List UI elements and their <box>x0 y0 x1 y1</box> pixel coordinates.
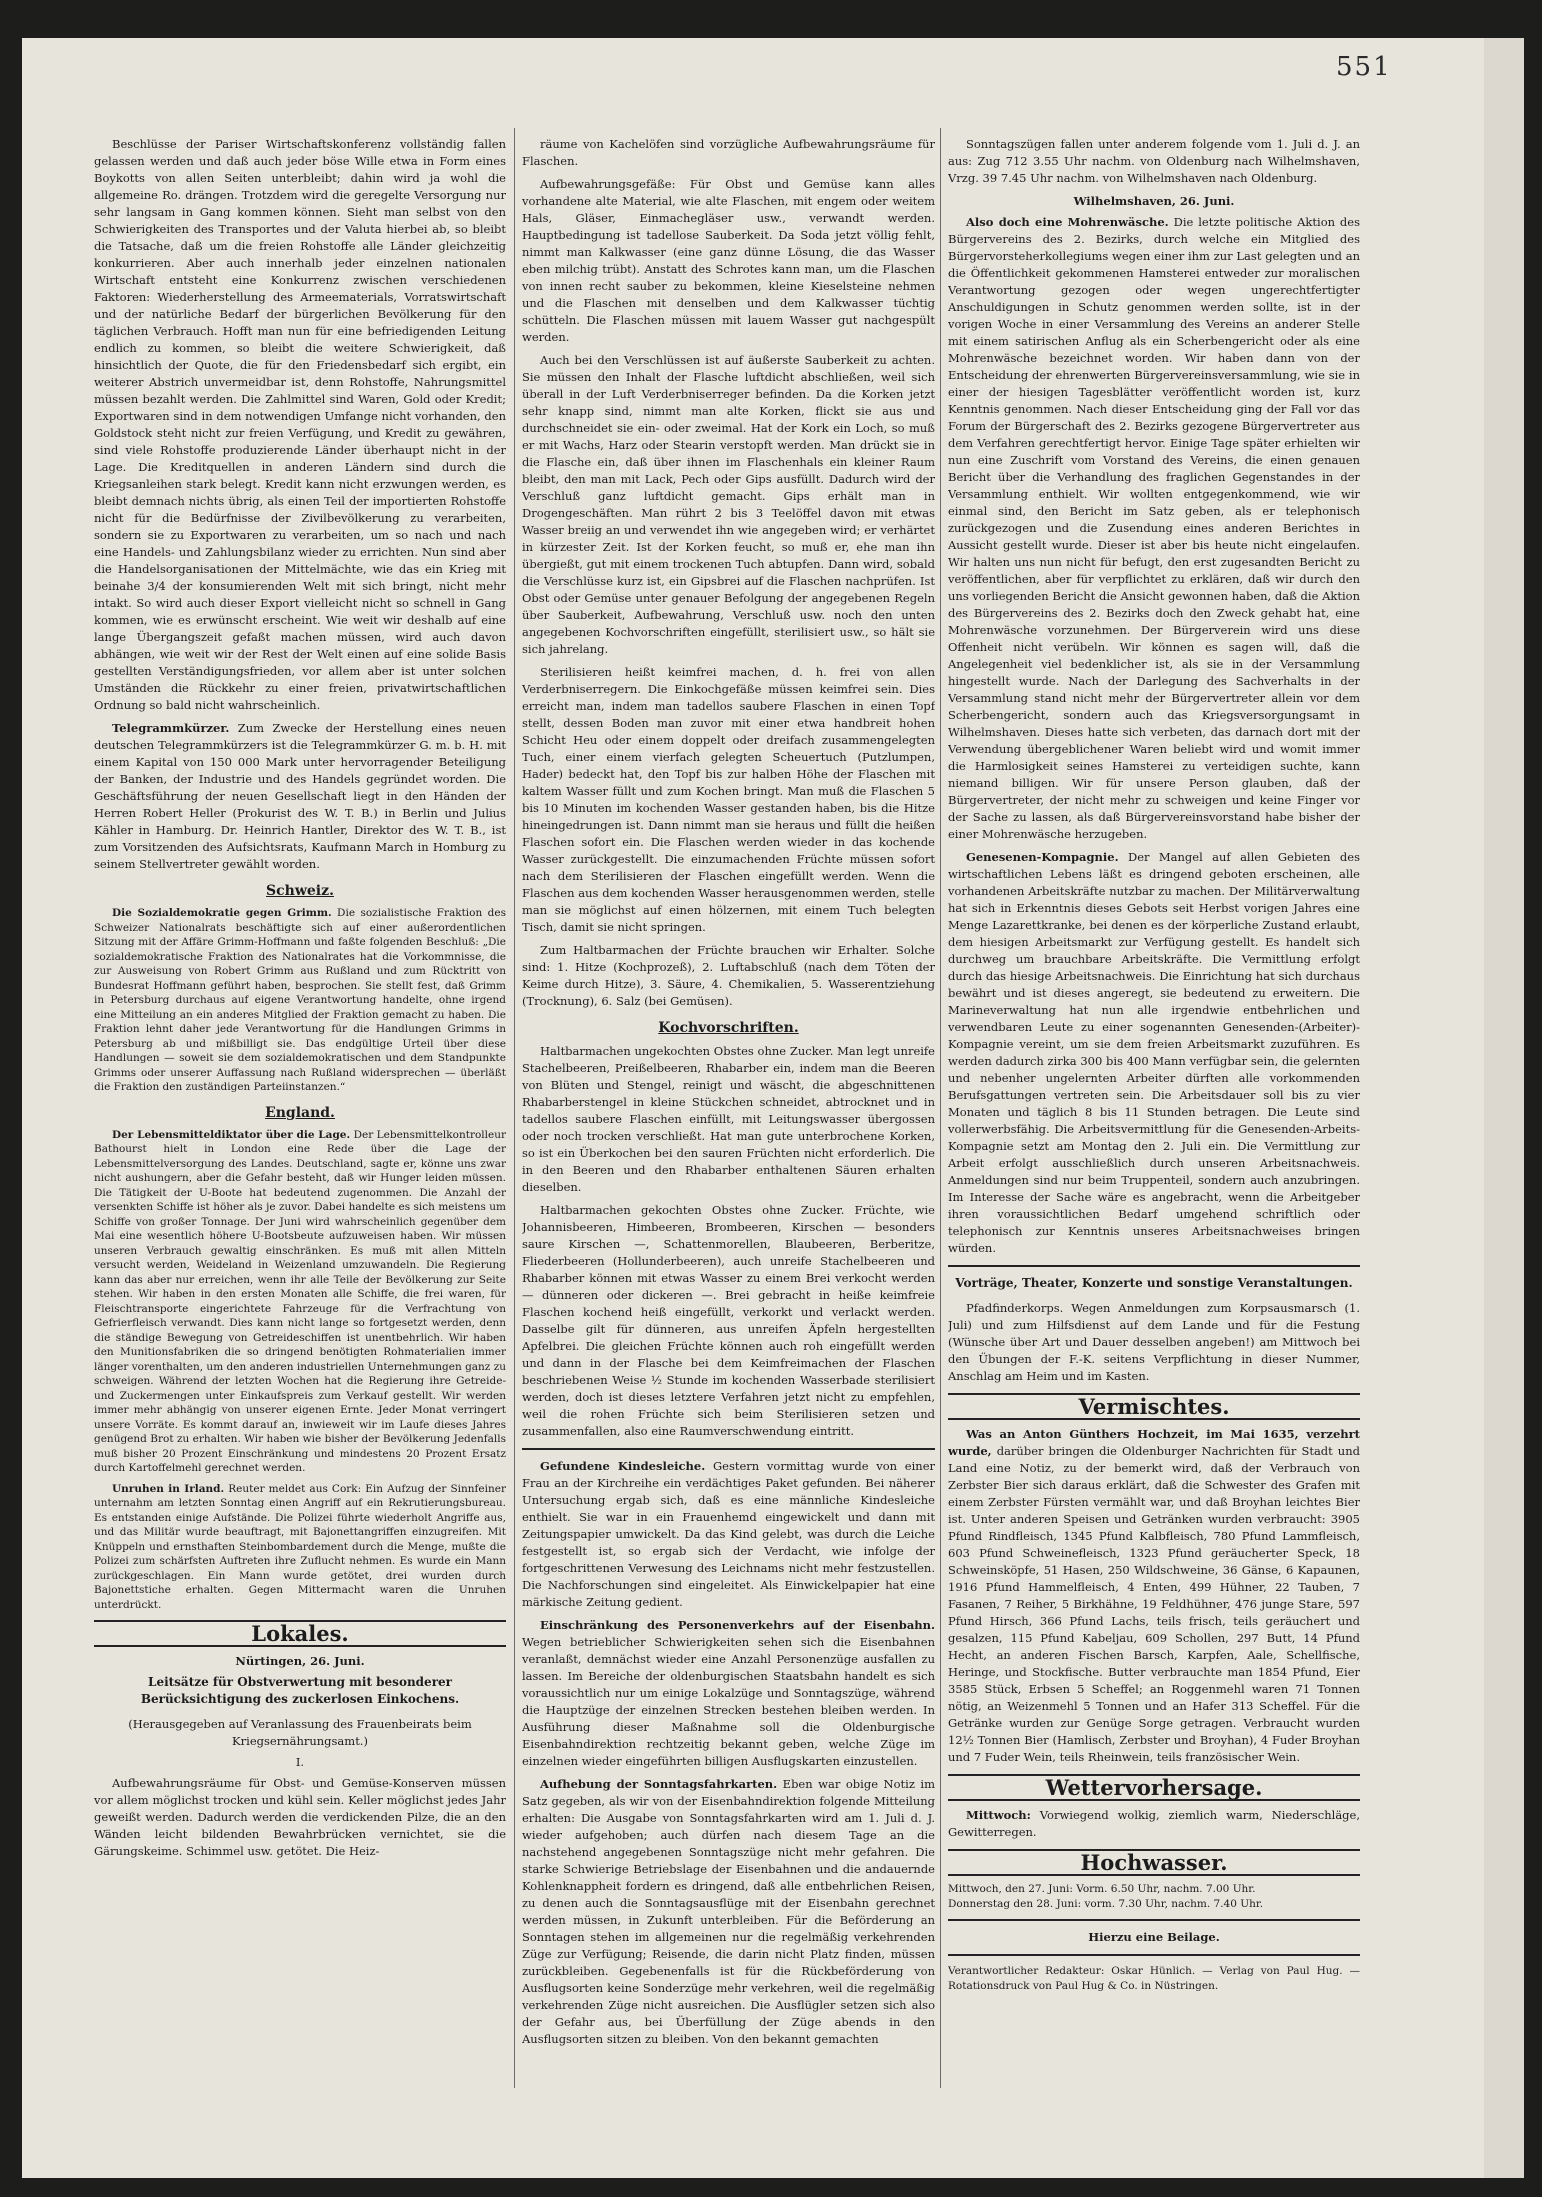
article-paragraph: Aufbewahrungsräume für Obst- und Gemüse-Konserven müssen vor allem möglichst trocken und kühl sein. Keller möglichst jedes Jahr geweißt werden. Dadurch werden die verdickenden Pilze, die an den Wänden leicht bildenden Bewahrbrücken vernichtet, sie die Gärungskeime. Schimmel usw. getötet. Die Heiz- <box>94 1776 506 1858</box>
article-paragraph: Sonntagszügen fallen unter anderem folgende vom 1. Juli d. J. an aus: Zug 712 3.55 Uhr nachm. von Oldenburg nach Wilhelmshaven, Vrzg. 39 7.45 Uhr nachm. von Wilhelmshaven nach Oldenburg. <box>948 137 1360 185</box>
divider <box>948 1265 1360 1267</box>
weather-forecast <box>948 1807 1360 1841</box>
article-paragraph <box>948 214 1360 843</box>
article-paragraph: Aufbewahrungsgefäße: Für Obst und Gemüse kann alles vorhandene alte Material, wie alte Flaschen, mit engem oder weitem Hals, Gläser, Einmachegläser usw., verwandt werden. Hauptbedingung ist tadellose Sauberkeit. Da Soda jetzt völlig fehlt, nimmt man Kalkwasser (eine ganz dünne Lösung, die das Wasser eben milchig trübt). Anstatt des Schrotes kann man, um die Flaschen von innen recht sauber zu bekommen, kleine Kieselsteine nehmen und die Flaschen mit denselben und dem Kalkwasser tüchtig schütteln. Die Flaschen müssen mit lauem Wasser gut nachgespült werden. <box>522 177 935 344</box>
article-text: Die letzte politische Aktion des Bürgervereins des 2. Bezirks, durch welche ein Mitglied des Bürgervorsteherkollegiums wegen einer ihm zur Last gelegten und an die Öffentlichkeit gekommenen Hamsterei entweder zur moralischen Verantwortung gezogen oder wegen ungerechtfertigter Anschuldigungen in Schutz genommen werden sollte, ist in der vorigen Woche in einer Versammlung des Vereins an anderer Stelle mit einem satirischen Anflug als ein Scherbengericht oder als eine Mohrenwäsche bezeichnet worden. Wir haben dann von der Entscheidung der ehrenwerten Bürgervereinsversammlung, wie sie in einer der hiesigen Tagesblätter veröffentlicht worden ist, kurz Kenntnis genommen. Nach dieser Entscheidung ging der Fall vor das Forum der Bürgerschaft des 2. Bezirks gezogene Bürgervertreter aus dem Verfahren gerechtfertigt hervor. Einige Tage später erhielten wir nun eine Zuschrift vom Vorstand des Vereins, die einen genauen Bericht über die Verhandlung des fraglichen Gegenstandes in der Versammlung enthielt. Wir wollten entgegenkommend, wie wir einmal sind, den Bericht im Satz geben, als er telephonisch zurückgezogen und die Zusendung eines anderen Berichtes in Aussicht gestellt wurde. Dieser ist aber bis heute nicht eingelaufen. Wir halten uns nun nicht für befugt, den erst zugesandten Bericht zu veröffentlichen, aber für verpflichtet zu erklären, daß wir durch den uns vorliegenden Bericht die Ansicht gewonnen haben, daß die Aktion des Bürgervereins des 2. Bezirks doch den Zweck gehabt hat, eine Mohrenwäsche vorzunehmen. Der Bürgerverein wird uns diese Offenheit nicht verübeln. Wir können es sagen will, daß die Angelegenheit viel bedenklicher ist, als sie in der Versammlung hingestellt wurde. Nach der Darlegung des Sachverhalts in der Versammlung stand nicht mehr der Bürgervertreter allein vor dem Scherbengericht, sondern auch das Kriegsversorgungsamt in Wilhelmshaven. Dieses hatte sich verbeten, das darnach dort mit der Verwendung übergeblichener Waren beliebt wird und womit immer die Harmlosigkeit seines Hamsterei zu verteidigen suchte, kann niemand billigen. Wir für unsere Person glauben, daß der Bürgervertreter, der nicht mehr zu schweigen und keine Finger vor der Sache zu lassen, als daß Bürgervereinsvorstand habe bisher der einer Mohrenwäsche herzugeben. <box>948 215 1360 841</box>
supplement-note: Hierzu eine Beilage. <box>1088 1930 1220 1944</box>
imprint: Verantwortlicher Redakteur: Oskar Hünlich. — Verlag von Paul Hug. — Rotationsdruck von Paul Hug & Co. in Nüstringen. <box>948 1965 1360 1992</box>
column-rule <box>940 128 941 2088</box>
article-text: Der Mangel auf allen Gebieten des wirtschaftlichen Lebens läßt es dringend geboten erscheinen, alle vorhandenen Arbeitskräfte nutzbar zu machen. Der Militärverwaltung hat sich in Erkenntnis dieses Gebots seit Herbst vorigen Jahres eine Menge Lazarettkranke, bei denen es der körperliche Zustand erlaubt, dem hiesigen Arbeitsmarkt zur Verfügung gestellt. Es handelt sich durchweg um brauchbare Arbeitskräfte. Die Vermittlung erfolgt durch das hiesige Arbeitsnachweis. Die Einrichtung hat sich durchaus bewährt und ist dieses angeregt, sie bedeutend zu erweitern. Die Marineverwaltung hat nun alle irgendwie entbehrlichen und verwendbaren Leute zu einer sogenannten Genesenden-(Arbeiter)-Kompagnie vereint, um sie dem freien Arbeitsmarkt zuzuführen. Es werden dadurch zirka 300 bis 400 Mann verfügbar sein, die gelernten und nebenher ungelernten Arbeiter dürften alle vorkommenden Berufsgattungen vertreten sein. Die Arbeitsdauer soll bis zu vier Monaten und täglich 8 bis 11 Stunden betragen. Die Leute sind vollerwerbsfähig. Die Arbeitsvermittlung für die Genesenden-Arbeits-Kompagnie setzt am Montag den 2. Juli ein. Die Vermittlung zur Arbeit erfolgt ausschließlich durch unseren Arbeitsnachweis. Anmeldungen sind nur beim Truppenteil, sondern auch anzubringen. Im Interesse der Sache wäre es angebracht, wenn die Arbeitgeber ihren voraussichtlichen Bedarf umgehend schriftlich oder telephonisch zur Kenntnis unseres Arbeitsnachweises bringen würden. <box>948 850 1360 1255</box>
article-paragraph <box>948 1426 1360 1766</box>
article-note: (Herausgegeben auf Veranlassung des Frauenbeirats beim Kriegsernährungsamt.) <box>128 1717 472 1748</box>
dateline: Wilhelmshaven, 26. Juni. <box>1073 194 1235 208</box>
dateline: Nürtingen, 26. Juni. <box>235 1654 365 1668</box>
article-kicker: Telegrammkürzer. <box>112 721 230 735</box>
article-paragraph <box>948 849 1360 1257</box>
section-heading-large: Wettervorhersage. <box>948 1774 1360 1801</box>
column-rule <box>514 128 515 2088</box>
article-text: Vorwiegend wolkig, ziemlich warm, Niederschläge, Gewitterregen. <box>948 1808 1360 1839</box>
article-part-number: I. <box>295 1755 305 1769</box>
article-paragraph <box>94 1482 506 1613</box>
article-text: Reuter meldet aus Cork: Ein Aufzug der Sinnfeiner unternahm am letzten Sonntag einen Angriff auf ein Rekrutierungsbureau. Es entstanden einige Aufstände. Die Polizei führte wiederholt Angriffe aus, und das Militär wurde beauftragt, mit Bajonettangriffen einzugreifen. Mit Knüppeln und ernsthaften Steinbombardement durch die Menge, mußte die Polizei zum schärfsten Auftreten ihre Zuflucht nehmen. Es wurde ein Mann zurückgeschlagen. Ein Mann wurde getötet, drei wurden durch Bajonettstiche erhalten. Gegen Mittermacht waren die Unruhen unterdrückt. <box>94 1482 506 1611</box>
section-heading: Vorträge, Theater, Konzerte und sonstige Veranstaltungen. <box>955 1276 1353 1290</box>
article-paragraph: räume von Kachelöfen sind vorzügliche Aufbewahrungsräume für Flaschen. <box>522 137 935 168</box>
column-right <box>948 136 1360 2146</box>
page-edge <box>1484 38 1524 2178</box>
article-paragraph <box>522 1458 935 1611</box>
article-paragraph: Beschlüsse der Pariser Wirtschaftskonferenz vollständig fallen gelassen werden und daß auch jeder böse Wille etwa in Form eines Boykotts von allen Seiten unterbleibt; dahin wird ja wohl die allgemeine Ro. drängen. Trotzdem wird die geregelte Versorgung nur sehr langsam in Gang kommen können. Sieht man selbst von den Schwierigkeiten des Transportes und der Valuta hierbei ab, so bleibt die Tatsache, daß um die freien Rohstoffe alle Länder gleichzeitig konkurrieren. Aber auch innerhalb jeder einzelnen nationalen Wirtschaft entsteht eine Konkurrenz zwischen verschiedenen Faktoren: Wiederherstellung des Armeematerials, Vorratswirtschaft und der natürliche Bedarf der bürgerlichen Bevölkerung für den täglichen Verbrauch. Hofft man nun für eine befriedigenden Leitung endlich zu kommen, so bleibt die weitere Schwierigkeit, daß hinsichtlich der Quote, die für den Friedensbedarf sich ergibt, ein weiterer Abstrich unvermeidbar ist, denn Rohstoffe, Nahrungsmittel müssen bezahlt werden. Die Zahlmittel sind Waren, Gold oder Kredit; Exportwaren sind in dem notwendigen Umfange nicht vorhanden, den Goldstock steht nicht zur freien Verfügung, und Kredit zu gewähren, sind viele Rohstoffe produzierende Länder überhaupt nicht in der Lage. Die Kreditquellen in anderen Ländern sind durch die Kriegsanleihen stark belegt. Kredit kann nicht erzwungen werden, es bleibt demnach nichts übrig, als einen Teil der importierten Rohstoffe nicht für die Bedürfnisse der Zivilbevölkerung zu verarbeiten, sondern sie zu Exportwaren zu verarbeiten, um so nach und nach eine Handels- und Zahlungsbilanz wieder zu errichten. Nun sind aber die Handelsorganisationen der Mittelmächte, wie das ein Krieg mit beinahe 3/4 der konsumierenden Welt mit sich bringt, nicht mehr intakt. So wird auch dieser Export vielleicht nicht so schnell in Gang kommen, wie es erwünscht erscheint. Wie weit wir deshalb auf eine lange Übergangszeit gefaßt machen müssen, wird auch davon abhängen, wie weit wir der Rest der Welt einen auf eine solide Basis gestellten Verständigungsfrieden, vor allem aber ist unter solchen Umständen die Rückkehr zu einer freien, privatwirtschaftlichen Ordnung so bald nicht wahrscheinlich. <box>94 137 506 712</box>
section-heading: Schweiz. <box>266 883 334 899</box>
column-left <box>94 136 506 2146</box>
column-middle <box>522 136 935 2146</box>
article-kicker: Also doch eine Mohrenwäsche. <box>966 215 1169 229</box>
article-paragraph: Sterilisieren heißt keimfrei machen, d. h. frei von allen Verderbniserregern. Die Einkochgefäße müssen keimfrei sein. Dies erreicht man, indem man tadellos saubere Flaschen in einen Topf stellt, dessen Boden man zuvor mit einer etwa handbreit hohen Schicht Heu oder einem doppelt oder dreifach zusammengelegten Tuch, einer einem vierfach gelegten Scheuertuch (Putzlumpen, Hader) bedeckt hat, den Topf bis zur halben Höhe der Flaschen mit kaltem Wasser füllt und zum Kochen bringt. Man muß die Flaschen 5 bis 10 Minuten im kochenden Wasser gestanden haben, bis die Hitze hineingedrungen ist. Dann nimmt man sie heraus und füllt die heißen Flaschen sofort ein. Die Flaschen werden wieder in das kochende Wasser zurückgestellt. Die einzumachenden Früchte müssen sofort nach dem Sterilisieren der Flaschen eingefüllt werden. Wenn die Flaschen aus dem kochenden Wasser herausgenommen werden, stelle man sie möglichst auf einen hölzernen, mit einem Tuch belegten Tisch, damit sie nicht springen. <box>522 665 935 934</box>
section-heading-large: Vermischtes. <box>948 1393 1360 1420</box>
article-text: Wegen betrieblicher Schwierigkeiten sehen sich die Eisenbahnen veranlaßt, demnächst wieder eine Anzahl Personenzüge ausfallen zu lassen. Im Bereiche der oldenburgischen Staatsbahn handelt es sich voraussichtlich nur um einige Lokalzüge und Sonntagszüge, während die Hauptzüge der einzelnen Strecken bestehen bleiben werden. In Ausführung dieser Maßnahme soll die Oldenburgische Eisenbahndirektion rechtzeitig bekannt geben, welche Züge im einzelnen wieder eingeführten billigen Ausflugskarten einzustellen. <box>522 1635 935 1768</box>
article-paragraph <box>522 1617 935 1770</box>
article-paragraph <box>94 906 506 1095</box>
article-text: Die sozialistische Fraktion des Schweizer Nationalrats beschäftigte sich auf einer außerordentlichen Sitzung mit der Affäre Grimm-Hoffmann und faßte folgenden Beschluß: „Die sozialdemokratische Fraktion des Nationalrates hat die Vorkommnisse, die zur Ausweisung von Robert Grimm aus Rußland und zum Rücktritt von Bundesrat Hoffmann geführt haben, besprochen. Sie stellt fest, daß Grimm in Petersburg durchaus auf eigene Verantwortung handelte, ohne irgend eine Mitteilung an ein anderes Mitglied der Fraktion gemacht zu haben. Die Fraktion lehnt daher jede Verantwortung für die Handlungen Grimms in Petersburg ab und mißbilligt sie. Das endgültige Urteil über diese Handlungen — soweit sie dem sozialdemokratischen und dem Standpunkte Grimms oder unserer Auffassung nach Rußland widersprechen — überläßt die Fraktion den zuständigen Parteiinstanzen.“ <box>94 907 506 1093</box>
tide-time: Donnerstag den 28. Juni: vorm. 7.30 Uhr, nachm. 7.40 Uhr. <box>948 1897 1264 1910</box>
article-kicker: Was an Anton Günthers Hochzeit, im Mai 1635, verzehrt wurde, <box>948 1427 1360 1458</box>
section-heading: England. <box>265 1104 335 1121</box>
article-paragraph <box>94 720 506 873</box>
article-kicker: Die Sozialdemokratie gegen Grimm. <box>112 907 332 919</box>
article-paragraph: Zum Haltbarmachen der Früchte brauchen wir Erhalter. Solche sind: 1. Hitze (Kochprozeß), 2. Luftabschluß (nach dem Töten der Keime durch Hitze), 3. Säure, 4. Chemikalien, 5. Wasserentziehung (Trocknung), 6. Salz (bei Gemüsen). <box>522 943 935 1008</box>
article-kicker: Unruhen in Irland. <box>112 1482 225 1495</box>
article-text: Eben war obige Notiz im Satz gegeben, als wir von der Eisenbahndirektion folgende Mitteilung erhalten: Die Ausgabe von Sonntagsfahrkarten wird am 1. Juli d. J. wieder aufgehoben; auch dürfen nach diesem Tage an die nachstehend angegebenen Sonntagszüge nicht mehr gefahren. Die starke Schwierige Betriebslage der Eisenbahnen und die andauernde Kohlenknappheit fordern es dringend, daß alle entbehrlichen Reisen, zu denen auch die Sonntagsausflüge mit der Eisenbahn gerechnet werden müssen, in Zukunft unterbleiben. Für die Beförderung an Sonntagen stehen im allgemeinen nur die regelmäßig verkehrenden Züge zur Verfügung; Reisende, die darin nicht Platz finden, müssen zurückbleiben. Gegebenenfalls ist für die Rückbeförderung von Ausflugsorten keine Sonderzüge mehr verkehren, weil die regelmäßig verkehrenden Züge nicht ausreichen. Die Ausflügler setzen sich also der Gefahr aus, bei Überfüllung der Züge abends in den Ausflugsorten sitzen zu bleiben. Von den bekannt gemachten <box>522 1777 935 2046</box>
article-paragraph <box>522 1776 935 2048</box>
article-kicker: Gefundene Kindesleiche. <box>540 1459 706 1473</box>
article-text: Der Lebensmittelkontrolleur Bathourst hielt in London eine Rede über die Lage der Lebensmittelversorgung des Landes. Deutschland, sagte er, könne uns zwar nicht aushungern, aber die Gefahr besteht, daß wir Hunger leiden müssen. Die Tätigkeit der U-Boote hat bedeutend zugenommen. Die Anzahl der versenkten Schiffe ist höher als je zuvor. Dabei handelte es sich meistens um Schiffe von großer Tonnage. Der Juni wird wahrscheinlich gegenüber dem Mai eine wesentlich höhere U-Bootsbeute aufzuweisen haben. Wir müssen unseren Verbrauch gewaltig einschränken. Es muß mit allen Mitteln versucht werden, Weideland in Weizenland umzuwandeln. Die Regierung kann das aber nur erreichen, wenn ihr alle Teile der Bevölkerung zur Seite stehen. Wir haben in den ersten Monaten alle Schiffe, die frei waren, für Fleischtransporte eingerichtete Fahrzeuge für die Verfrachtung von Gefrierfleisch verwandt. Dies kann nicht lange so fortgesetzt werden, denn die ständige Bewegung von Getreideschiffen ist unentbehrlich. Wir haben den Munitionsfabriken die so dringend benötigten Rohmaterialien immer länger vorenthalten, um den anderen industriellen Unternehmungen ganz zu schweigen. Während der letzten Wochen hat die Regierung ihre Getreide- und Zuckermengen unter Einkaufspreis zum Verkauf gestellt. Wir werden immer mehr abhängig von unserer eigenen Ernte. Jeder Monat verringert unsere Vorräte. Es kommt darauf an, inwieweit wir im Laufe dieses Jahres genügend Brot zu erhalten. Wir haben wie bisher der Bevölkerung Jedenfalls muß bisher 20 Prozent Einschränkung und mindestens 20 Prozent Ersatz durch Kartoffelmehl gerechnet werden. <box>94 1128 506 1474</box>
article-kicker: Einschränkung des Personenverkehrs auf der Eisenbahn. <box>540 1618 935 1632</box>
divider <box>522 1448 935 1450</box>
article-kicker: Mittwoch: <box>966 1808 1031 1822</box>
article-paragraph: Haltbarmachen ungekochten Obstes ohne Zucker. Man legt unreife Stachelbeeren, Preißelbeeren, Rhabarber ein, indem man die Beeren von Blüten und Stengel, reinigt und wäscht, die abgeschnittenen Rhabarberstengel in kleine Stückchen schneidet, abtrocknet und in tadellos saubere Flaschen einfüllt, mit Leitungswasser übergossen oder noch trocken verschließt. Hat man gute unterbrochene Korken, so ist ein Überkochen bei den sauren Früchten nicht erforderlich. Die in den Beeren und den Rhabarber enthaltenen Säuren erhalten dieselben. <box>522 1044 935 1194</box>
article-kicker: Aufhebung der Sonntagsfahrkarten. <box>540 1777 778 1791</box>
article-text: darüber bringen die Oldenburger Nachrichten für Stadt und Land eine Notiz, zu der bemerkt wird, daß der Verbrauch von Zerbster Bier sich daraus erklärt, daß die Schwester des Grafen mit einem Zerbster Fürsten vermählt war, und daß Broyhan leichtes Bier ist. Unter anderen Speisen und Getränken wurden verbraucht: 3905 Pfund Rindfleisch, 1345 Pfund Kalbfleisch, 780 Pfund Lammfleisch, 603 Pfund Schweinefleisch, 1323 Pfund geräucherter Speck, 18 Schweinsköpfe, 51 Hasen, 250 Wildschweine, 36 Gänse, 6 Kapaunen, 1916 Pfund Hammelfleisch, 4 Enten, 499 Hühner, 22 Tauben, 7 Fasanen, 7 Reiher, 5 Birkhähne, 19 Feldhühner, 476 junge Stare, 597 Pfund Hirsch, 366 Pfund Lachs, teils frisch, teils geräuchert und gesalzen, 115 Pfund Kabeljau, 609 Schollen, 297 Butt, 14 Pfund Hecht, an anderen Fischen Barsch, Karpfen, Aale, Schellfische, Heringe, und Stockfische. Butter verbrauchte man 1854 Pfund, Eier 3585 Stück, Erbsen 5 Scheffel; an Roggenmehl waren 71 Tonnen nötig, an Weizenmehl 5 Tonnen und an Hafer 313 Scheffel. Für die Getränke wurden zur Genüge Sorge getragen. Verbraucht wurden 12½ Tonnen Bier (Hamlisch, Zerbster und Broyhan), 4 Fuder Broyhan und 7 Fuder Wein, teils Rheinwein, teils französischer Wein. <box>948 1444 1360 1764</box>
article-paragraph: Auch bei den Verschlüssen ist auf äußerste Sauberkeit zu achten. Sie müssen den Inhalt der Flasche luftdicht abschließen, weil sich überall in der Luft Verderbniserreger befinden. Da die Korken jetzt sehr knapp sind, nimmt man alte Korken, flickt sie aus und durchschneidet sie ein- oder zweimal. Hat der Kork ein Loch, so muß er mit Wachs, Harz oder Stearin verstopft werden. Man drückt sie in die Flasche ein, daß über ihnen im Flaschenhals ein kleiner Raum bleibt, den man mit Lack, Pech oder Gips ausfüllt. Dadurch wird der Verschluß ganz luftdicht gemacht. Gips erhält man in Drogengeschäften. Man rührt 2 bis 3 Teelöffel davon mit etwas Wasser breiig an und verwendet ihn wie angegeben wird; er verhärtet in kürzester Zeit. Ist der Korken feucht, so muß er, ehe man ihn übergießt, gut mit einem trockenen Tuch abtupfen. Dann wird, sobald die Verschlüsse kurz ist, ein Gipsbrei auf die Flaschen nachprüfen. Ist Obst oder Gemüse unter genauer Befolgung der angegebenen Regeln über Sauberkeit, Aufbewahrung, Verschluß usw. noch den unten angegebenen Kochvorschriften eingefüllt, sterilisiert usw., so hält sie sich jahrelang. <box>522 353 935 656</box>
article-kicker: Genesenen-Kompagnie. <box>966 850 1119 864</box>
article-paragraph <box>94 1128 506 1476</box>
article-text: Zum Zwecke der Herstellung eines neuen deutschen Telegrammkürzers ist die Telegrammkürzer G. m. b. H. mit einem Kapital von 150 000 Mark unter hervorragender Beteiligung der Banken, der Industrie und des Handels gegründet worden. Die Geschäftsführung der neuen Gesellschaft liegt in den Händen der Herren Robert Heller (Prokurist des W. T. B.) in Berlin und Julius Kähler in Hamburg. Dr. Heinrich Hantler, Direktor des W. T. B., ist zum Vorsitzenden des Aufsichtsrats, Kaufmann March in Homburg zu seinem Stellvertreter gewählt worden. <box>94 721 506 871</box>
tide-time: Mittwoch, den 27. Juni: Vorm. 6.50 Uhr, nachm. 7.00 Uhr. <box>948 1883 1256 1895</box>
article-paragraph: Haltbarmachen gekochten Obstes ohne Zucker. Früchte, wie Johannisbeeren, Himbeeren, Brombeeren, Kirschen — besonders saure Kirschen —, Schattenmorellen, Blaubeeren, Berberitze, Fliederbeeren (Hollunderbeeren), auch unreife Stachelbeeren und Rhabarber können mit etwas Wasser zu einem Brei verkocht werden — dünneren oder dickeren —. Brei gebracht in heiße keimfreie Flaschen kochend heiß eingefüllt, verkorkt und verlackt werden. Dasselbe gilt für dünneren, aus unreifen Äpfeln hergestellten Apfelbrei. Die gleichen Früchte können auch roh eingefüllt werden und dann in der Flasche bei dem Keimfreimachen der Flaschen beschriebenen Weise ½ Stunde im kochenden Wasserbade sterilisiert werden, doch ist dieses letztere Verfahren jetzt nicht zu empfehlen, weil die rohen Früchte sich beim Sterilisieren setzen und zusammenfallen, also eine Raumverschwendung eintritt. <box>522 1203 935 1438</box>
article-paragraph: Pfadfinderkorps. Wegen Anmeldungen zum Korpsausmarsch (1. Juli) und zum Hilfsdienst auf dem Lande und für die Festung (Wünsche über Art und Dauer desselben angeben!) am Mittwoch bei den Übungen der F.-K. seitens Verpflichtung in dieser Nummer, Anschlag am Heim und im Kasten. <box>948 1301 1360 1383</box>
article-text: Gestern vormittag wurde von einer Frau an der Kirchreihe ein verdächtiges Paket gefunden. Bei näherer Untersuchung ergab sich, daß es eine männliche Kindesleiche enthielt. Sie war in ein Frauenhemd eingewickelt und dann mit Zeitungspapier umwickelt. Da das Kind gelebt, was durch die Leiche festgestellt ist, so ergab sich der Verdacht, wie infolge der fortgeschrittenen Verwesung des Leichnams nicht mehr festzustellen. Die Nachforschungen sind eingeleitet. Als Einwickelpapier hat eine märkische Zeitung gedient. <box>522 1459 935 1609</box>
section-heading-large: Lokales. <box>94 1620 506 1647</box>
divider <box>948 1919 1360 1921</box>
divider <box>948 1954 1360 1956</box>
article-kicker: Der Lebensmitteldiktator über die Lage. <box>112 1128 351 1141</box>
article-title: Leitsätze für Obstverwertung mit besonderer Berücksichtigung des zuckerlosen Einkochens. <box>140 1675 460 1706</box>
section-heading-large: Hochwasser. <box>948 1849 1360 1876</box>
section-heading: Kochvorschriften. <box>658 1020 799 1036</box>
page-number: 551 <box>1336 52 1392 82</box>
